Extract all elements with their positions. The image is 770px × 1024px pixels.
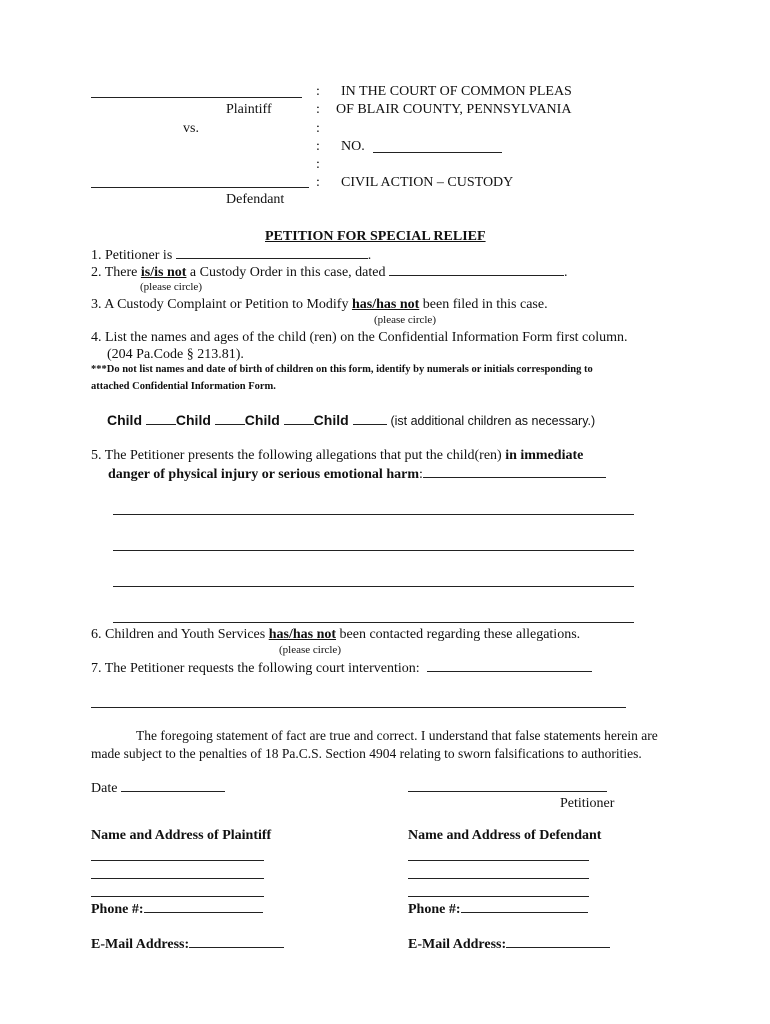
plaintiff-phone-row [91,900,263,918]
court-name-line2: OF BLAIR COUNTY, PENNSYLVANIA [336,102,572,117]
defendant-address-line[interactable] [408,896,589,897]
petitioner-label: Petitioner [560,796,615,811]
defendant-name-line[interactable] [91,187,309,188]
warning-note-line1: ***Do not list names and date of birth of children on this form, identify by numerals or initials corresponding to [91,364,593,375]
please-circle-note: (please circle) [374,314,436,326]
defendant-email-field[interactable] [506,935,610,948]
intervention-field[interactable] [427,659,592,672]
item-5-line1 [91,448,583,464]
item-4-line2: (204 Pa.Code § 213.81). [107,347,244,362]
item-1-period: . [367,248,372,263]
defendant-heading: Name and Address of Defendant [408,828,602,843]
item-6-text: 6. Children and Youth Services [91,627,266,642]
plaintiff-address-line[interactable] [91,896,264,897]
allegations-line[interactable] [113,586,634,587]
caption-colon: : [316,175,320,190]
complaint-status-choice[interactable]: has/has not [351,297,420,312]
order-date-field[interactable] [389,263,564,276]
child-additional-note: (ist additional children as necessary.) [390,414,596,428]
item-7-text: 7. The Petitioner requests the following court intervention: [91,661,420,676]
item-2-text-cont: a Custody Order in this case, dated [189,265,386,280]
plaintiff-phone-field[interactable] [144,900,263,913]
caption-colon: : [316,84,320,99]
child-label: Child [244,412,280,428]
child-2-field[interactable] [215,412,245,425]
child-label: Child [175,412,211,428]
defendant-email-label: E-Mail Address: [408,937,507,952]
case-number-label: NO. [341,139,365,154]
plaintiff-address-line[interactable] [91,878,264,879]
item-2-text: 2. There [91,265,138,280]
petitioner-signature-line[interactable] [408,791,607,792]
intervention-line[interactable] [91,707,626,708]
defendant-address-line[interactable] [408,860,589,861]
date-label: Date [91,781,118,796]
cys-status-choice[interactable]: has/has not [268,627,337,642]
allegations-line[interactable] [113,514,634,515]
item-5-bold-cont: danger of physical injury or serious emotional harm [108,467,419,482]
statement-line2: made subject to the penalties of 18 Pa.C.S. Section 4904 relating to sworn falsifications to authorities. [91,746,642,761]
child-1-field[interactable] [146,412,176,425]
plaintiff-name-line[interactable] [91,97,302,98]
defendant-address-line[interactable] [408,878,589,879]
defendant-phone-row [408,900,588,918]
caption-colon: : [316,139,320,154]
order-status-choice[interactable]: is/is not [140,265,187,280]
document-title: PETITION FOR SPECIAL RELIEF [265,229,486,244]
petitioner-field[interactable] [176,246,368,259]
item-5-colon: : [419,467,423,482]
item-4-line1: 4. List the names and ages of the child (ren) on the Confidential Information Form first column. [91,330,628,345]
item-5-bold: in immediate [505,448,584,463]
statement-line1: The foregoing statement of fact are true and correct. I understand that false statements herein are [136,728,658,743]
item-3 [91,297,548,313]
child-label: Child [107,412,142,428]
defendant-email-row [408,935,610,953]
allegations-line[interactable] [113,622,634,623]
item-6-text-cont: been contacted regarding these allegations. [339,627,581,642]
item-2-period: . [563,265,568,280]
please-circle-note: (please circle) [140,281,202,293]
date-field[interactable] [121,779,225,792]
case-number-field[interactable] [373,152,502,153]
item-1 [91,246,371,264]
item-1-text: 1. Petitioner is [91,248,173,263]
plaintiff-phone-label: Phone #: [91,902,144,917]
child-3-field[interactable] [284,412,314,425]
item-3-text-cont: been filed in this case. [422,297,548,312]
item-7 [91,659,592,677]
plaintiff-address-line[interactable] [91,860,264,861]
vs-label: vs. [183,121,199,136]
plaintiff-label: Plaintiff [226,102,272,117]
civil-action-label: CIVIL ACTION – CUSTODY [341,175,514,190]
allegations-line[interactable] [113,550,634,551]
child-4-field[interactable] [353,412,387,425]
plaintiff-heading: Name and Address of Plaintiff [91,828,272,843]
item-5-text: 5. The Petitioner presents the following allegations that put the child(ren) [91,448,502,463]
child-label: Child [313,412,349,428]
warning-note-line2: attached Confidential Information Form. [91,381,276,392]
court-name-line1: IN THE COURT OF COMMON PLEAS [341,84,572,99]
caption-colon: : [316,121,320,136]
item-5-line2 [108,465,606,483]
plaintiff-email-label: E-Mail Address: [91,937,190,952]
caption-colon: : [316,102,320,117]
date-row [91,779,225,797]
plaintiff-email-field[interactable] [189,935,284,948]
item-3-text: 3. A Custody Complaint or Petition to Modify [91,297,349,312]
defendant-phone-label: Phone #: [408,902,461,917]
defendant-label: Defendant [226,192,285,207]
caption-colon: : [316,157,320,172]
plaintiff-email-row [91,935,284,953]
item-2 [91,263,567,281]
allegations-field[interactable] [423,465,606,478]
defendant-phone-field[interactable] [461,900,588,913]
item-6 [91,627,580,643]
children-row [107,412,595,428]
please-circle-note: (please circle) [279,644,341,656]
